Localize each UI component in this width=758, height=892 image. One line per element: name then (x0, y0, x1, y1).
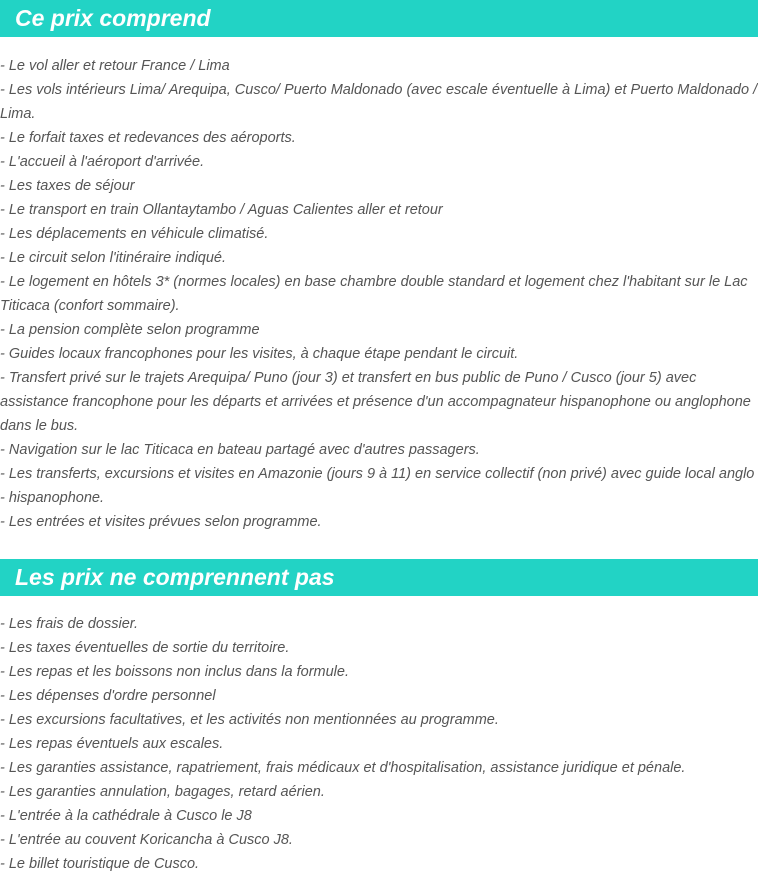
list-item: - Navigation sur le lac Titicaca en bateau partagé avec d'autres passagers. (0, 442, 480, 458)
list-item: - Le logement en hôtels 3* (normes locales) en base chambre double standard et logement chez l'habitant sur le Lac Titicaca (confort sommaire). (0, 274, 748, 314)
list-item: - Les dépenses d'ordre personnel (0, 688, 216, 704)
list-item: - Les garanties annulation, bagages, retard aérien. (0, 784, 325, 800)
list-item: - Les vols intérieurs Lima/ Arequipa, Cusco/ Puerto Maldonado (avec escale éventuelle à Lima) et Puerto Maldonado / Lima. (0, 82, 758, 122)
price-excludes-section (0, 559, 758, 876)
list-item: - Les excursions facultatives, et les activités non mentionnées au programme. (0, 712, 499, 728)
list-item: - Transfert privé sur le trajets Arequipa/ Puno (jour 3) et transfert en bus public de Puno / Cusco (jour 5) avec assistance francophone pour les départs et arrivées et présence d'un accompagnateur hispanophone ou anglophone dans le bus. (0, 370, 751, 434)
list-item: - Les transferts, excursions et visites en Amazonie (jours 9 à 11) en service collectif (non privé) avec guide local anglo - hispanophone. (0, 466, 755, 506)
price-excludes-heading: Les prix ne comprennent pas (0, 559, 758, 596)
price-excludes-list (0, 612, 758, 876)
list-item: - Le transport en train Ollantaytambo / Aguas Calientes aller et retour (0, 202, 443, 218)
list-item: - Le circuit selon l'itinéraire indiqué. (0, 250, 227, 266)
list-item: - Guides locaux francophones pour les visites, à chaque étape pendant le circuit. (0, 346, 519, 362)
list-item: - Les frais de dossier. (0, 616, 139, 632)
list-item: - Les entrées et visites prévues selon programme. (0, 514, 322, 530)
list-item: - Le forfait taxes et redevances des aéroports. (0, 130, 296, 146)
list-item: - Les taxes de séjour (0, 178, 135, 194)
list-item: - La pension complète selon programme (0, 322, 260, 338)
list-item: - Les taxes éventuelles de sortie du territoire. (0, 640, 290, 656)
list-item: - Les garanties assistance, rapatriement, frais médicaux et d'hospitalisation, assistance juridique et pénale. (0, 760, 686, 776)
list-item: - L'entrée à la cathédrale à Cusco le J8 (0, 808, 252, 824)
list-item: - Le vol aller et retour France / Lima (0, 58, 230, 74)
price-includes-list (0, 54, 758, 534)
list-item: - Les repas éventuels aux escales. (0, 736, 224, 752)
list-item: - Les déplacements en véhicule climatisé. (0, 226, 269, 242)
list-item: - Le billet touristique de Cusco. (0, 856, 200, 872)
list-item: - Les repas et les boissons non inclus dans la formule. (0, 664, 349, 680)
price-includes-heading: Ce prix comprend (0, 0, 758, 37)
list-item: - L'accueil à l'aéroport d'arrivée. (0, 154, 205, 170)
list-item: - L'entrée au couvent Koricancha à Cusco J8. (0, 832, 293, 848)
